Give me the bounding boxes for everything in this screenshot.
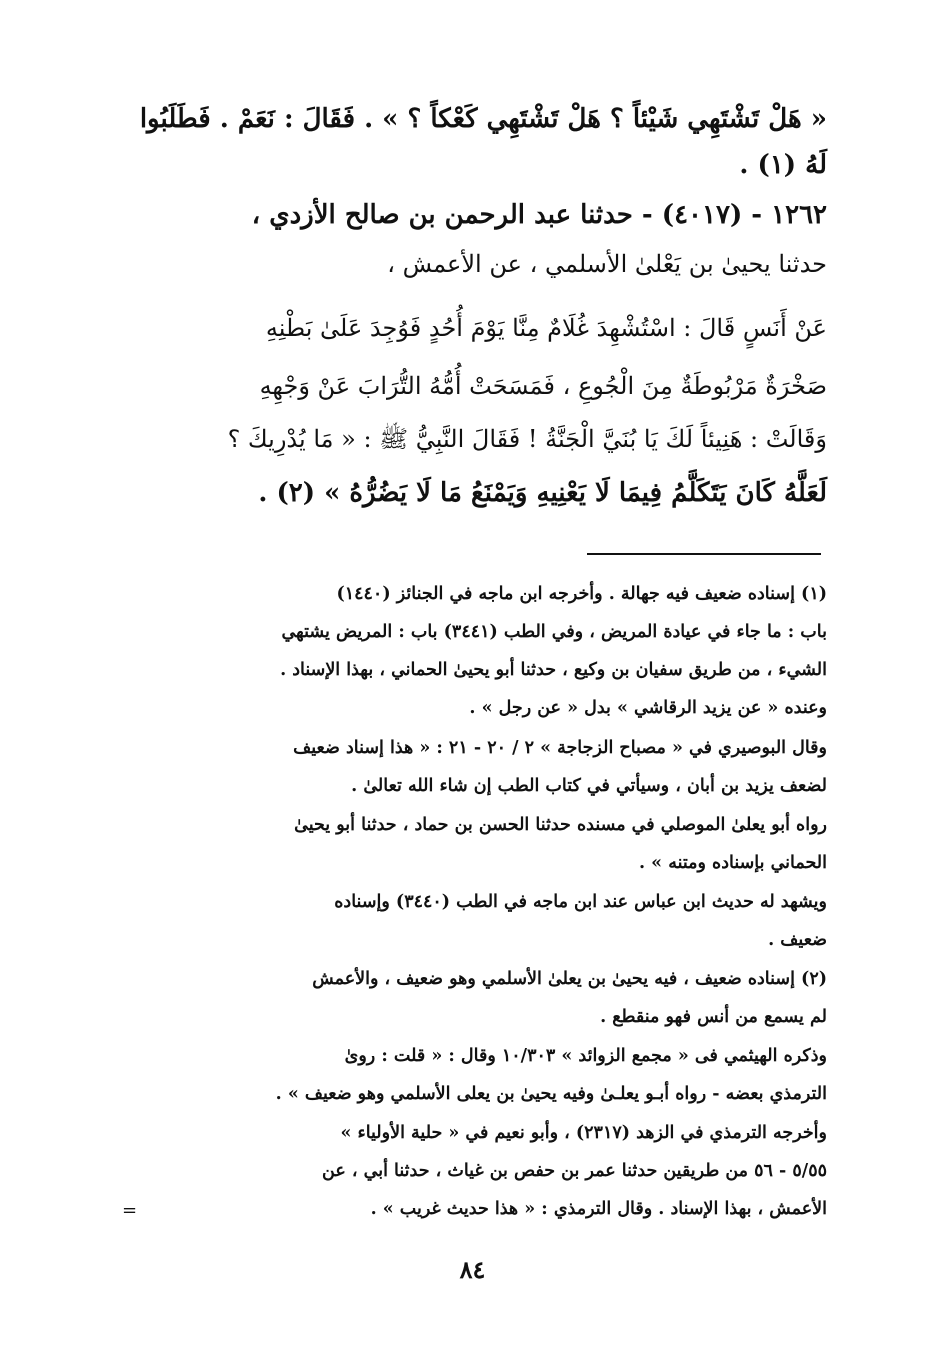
- footnote-line-16: ٥/٥٥ - ٥٦ من طريقين حدثنا عمر بن حفص بن غياث ، حدثنا أبي ، عن: [322, 1161, 827, 1181]
- footnote-line-4: وعنده « عن يزيد الرقاشي » بدل « عن رجل » .: [469, 698, 827, 718]
- footnote-line-17: الأعمش ، بهذا الإسناد . وقال الترمذي : « هذا حديث غريب » .: [370, 1199, 827, 1219]
- main-line-6: صَخْرَةٌ مَرْبُوطَةٌ مِنَ الْجُوعِ ، فَمَسَحَتْ أُمُّهُ التُّرَابَ عَنْ وَجْهِهِ: [259, 372, 827, 400]
- footnote-line-12: لم يسمع من أنس فهو منقطع .: [600, 1007, 827, 1027]
- footnote-line-9: ويشهد له حديث ابن عباس عند ابن ماجه في الطب (٣٤٤٠) وإسناده: [334, 892, 827, 912]
- main-line-8: لَعَلَّهُ كَانَ يَتَكَلَّمُ فِيمَا لَا يَعْنِيهِ وَيَمْنَعُ مَا لَا يَضُرُّهُ » (٢) .: [258, 478, 827, 508]
- footnote-line-8: الحماني بإسناده ومتنه » .: [638, 853, 827, 873]
- main-line-5: عَنْ أَنَسٍ قَالَ : اسْتُشْهِدَ غُلَامٌ مِنَّا يَوْمَ أُحُدٍ فَوُجِدَ عَلَىٰ بَطْنِهِ: [265, 314, 827, 342]
- main-line-2: لَهُ (١) .: [739, 150, 827, 180]
- footnote-line-13: وذكره الهيثمي فى « مجمع الزوائد » ١٠/٣٠٣ وقال : « قلت : روىٰ: [344, 1046, 827, 1066]
- footnote-line-1: (١) إسناده ضعيف فيه جهالة . وأخرجه ابن ماجه في الجنائز (١٤٤٠): [336, 584, 827, 604]
- footnote-line-7: رواه أبو يعلىٰ الموصلي في مسنده حدثنا الحسن بن حماد ، حدثنا أبو يحيىٰ: [294, 815, 827, 835]
- footnote-separator: [587, 553, 821, 555]
- footnote-line-11: (٢) إسناده ضعيف ، فيه يحيىٰ بن يعلىٰ الأسلمي وهو ضعيف ، والأعمش: [312, 969, 827, 989]
- footnote-line-3: الشيء ، من طريق سفيان بن وكيع ، حدثنا أبو يحيىٰ الحماني ، بهذا الإسناد .: [280, 660, 827, 680]
- page-number: ٨٤: [459, 1255, 486, 1284]
- continuation-mark: =: [122, 1200, 138, 1221]
- footnote-line-10: ضعيف .: [768, 930, 827, 950]
- footnote-line-15: وأخرجه الترمذي في الزهد (٢٣١٧) ، وأبو نعيم في « حلية الأولياء »: [340, 1123, 827, 1143]
- footnote-line-2: باب : ما جاء في عيادة المريض ، وفي الطب (٣٤٤١) باب : المريض يشتهي: [281, 622, 827, 642]
- footnote-line-14: الترمذي بعضه - رواه أبـو يعلـىٰ وفيه يحيىٰ بن يعلى الأسلمي وهو ضعيف » .: [275, 1084, 827, 1104]
- footnote-line-6: لضعف يزيد بن أبان ، وسيأتي في كتاب الطب إن شاء الله تعالىٰ .: [351, 776, 827, 796]
- footnote-line-5: وقال البوصيري في « مصباح الزجاجة » ٢ / ٢٠ - ٢١ : « هذا إسناد ضعيف: [293, 738, 827, 758]
- hadith-number-line: ١٢٦٢ - (٤٠١٧) - حدثنا عبد الرحمن بن صالح الأزدي ،: [251, 200, 827, 230]
- main-line-1: « هَلْ تَشْتَهِي شَيْئاً ؟ هَلْ تَشْتَهِي كَعْكاً ؟ » . فَقَالَ : نَعَمْ . فَطَلَبُوا: [139, 104, 827, 134]
- isnad-line: حدثنا يحيىٰ بن يَعْلىٰ الأسلمي ، عن الأعمش ،: [387, 250, 827, 278]
- main-line-7: وَقَالَتْ : هَنِيئاً لَكَ يَا بُنَيَّ الْجَنَّةُ ! فَقَالَ النَّبِيُّ ﷺ : « مَا يُدْرِيكَ ؟: [227, 425, 827, 453]
